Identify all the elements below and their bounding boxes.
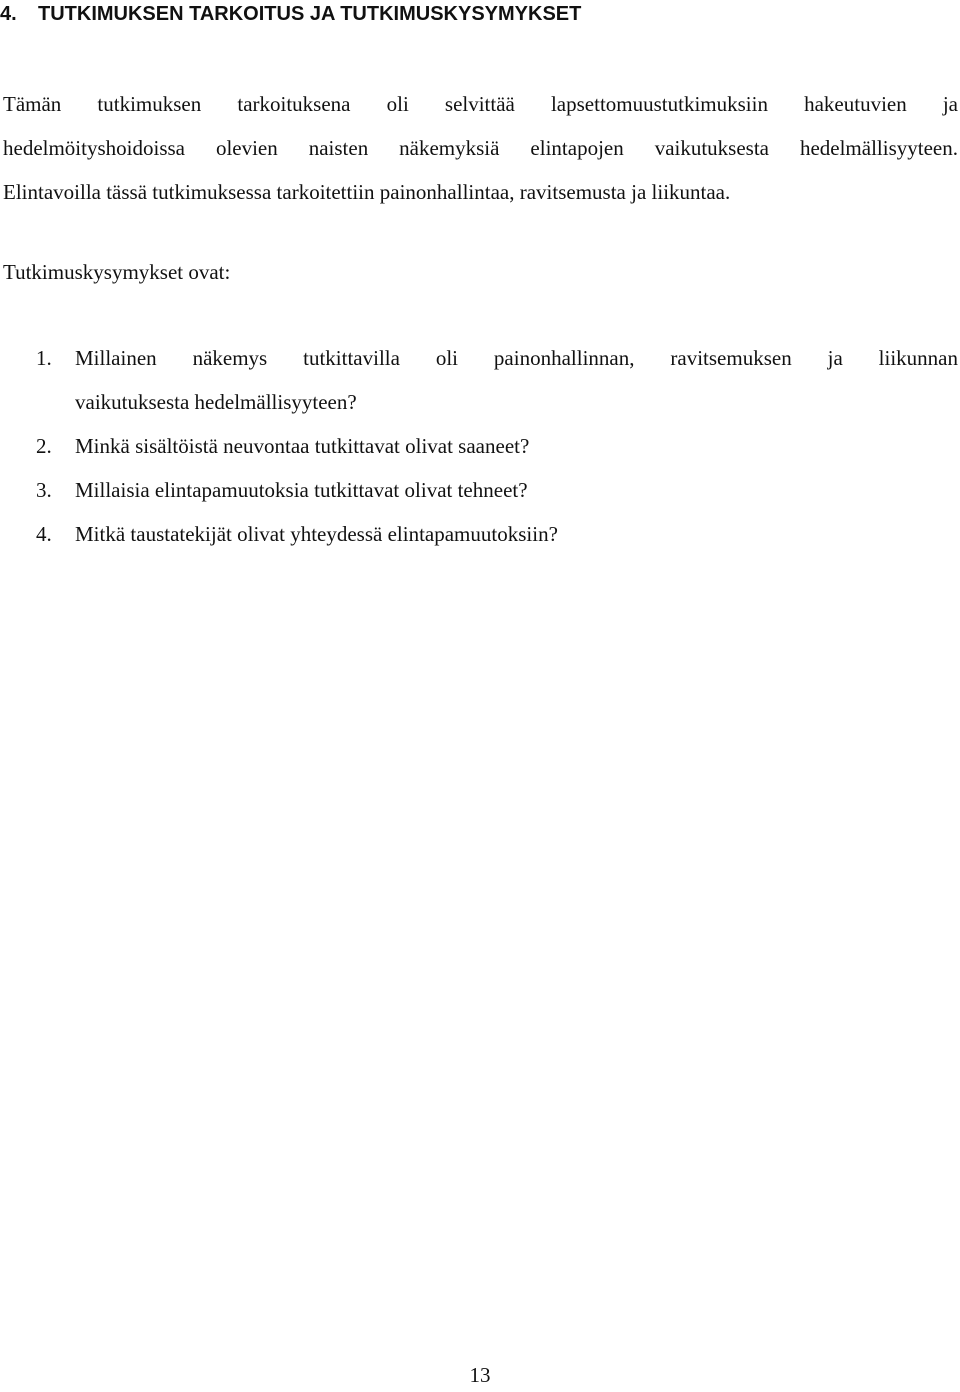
question-number: 2. — [36, 434, 52, 458]
section-number: 4. — [0, 3, 17, 25]
question-number: 1. — [36, 346, 52, 370]
intro-line: Elintavoilla tässä tutkimuksessa tarkoitettiin painonhallintaa, ravitsemusta ja liikuntaa. — [3, 180, 731, 204]
question-line: Millaisia elintapamuutoksia tutkittavat olivat tehneet? — [75, 478, 528, 502]
research-question-4 — [3, 512, 958, 556]
research-question-1 — [3, 336, 958, 424]
research-questions-list — [3, 336, 958, 556]
section-heading — [0, 0, 960, 28]
research-question-3 — [3, 468, 958, 512]
intro-line: Tämän tutkimuksen tarkoituksena oli selvittää lapsettomuustutkimuksiin hakeutuvien ja — [3, 92, 958, 116]
question-number: 4. — [36, 522, 52, 546]
intro-paragraph — [3, 82, 958, 214]
research-question-2 — [3, 424, 958, 468]
question-line: vaikutuksesta hedelmällisyyteen? — [75, 390, 357, 414]
questions-heading: Tutkimuskysymykset ovat: — [3, 260, 231, 284]
question-line: Millainen näkemys tutkittavilla oli painonhallinnan, ravitsemuksen ja liikunnan — [75, 346, 958, 370]
section-title: TUTKIMUKSEN TARKOITUS JA TUTKIMUSKYSYMYKSET — [38, 3, 582, 25]
question-number: 3. — [36, 478, 52, 502]
intro-line: hedelmöityshoidoissa olevien naisten näkemyksiä elintapojen vaikutuksesta hedelmällisyyteen. — [3, 136, 958, 160]
question-line: Minkä sisältöistä neuvontaa tutkittavat olivat saaneet? — [75, 434, 530, 458]
question-line: Mitkä taustatekijät olivat yhteydessä elintapamuutoksiin? — [75, 522, 558, 546]
page-number: 13 — [469, 1363, 491, 1387]
